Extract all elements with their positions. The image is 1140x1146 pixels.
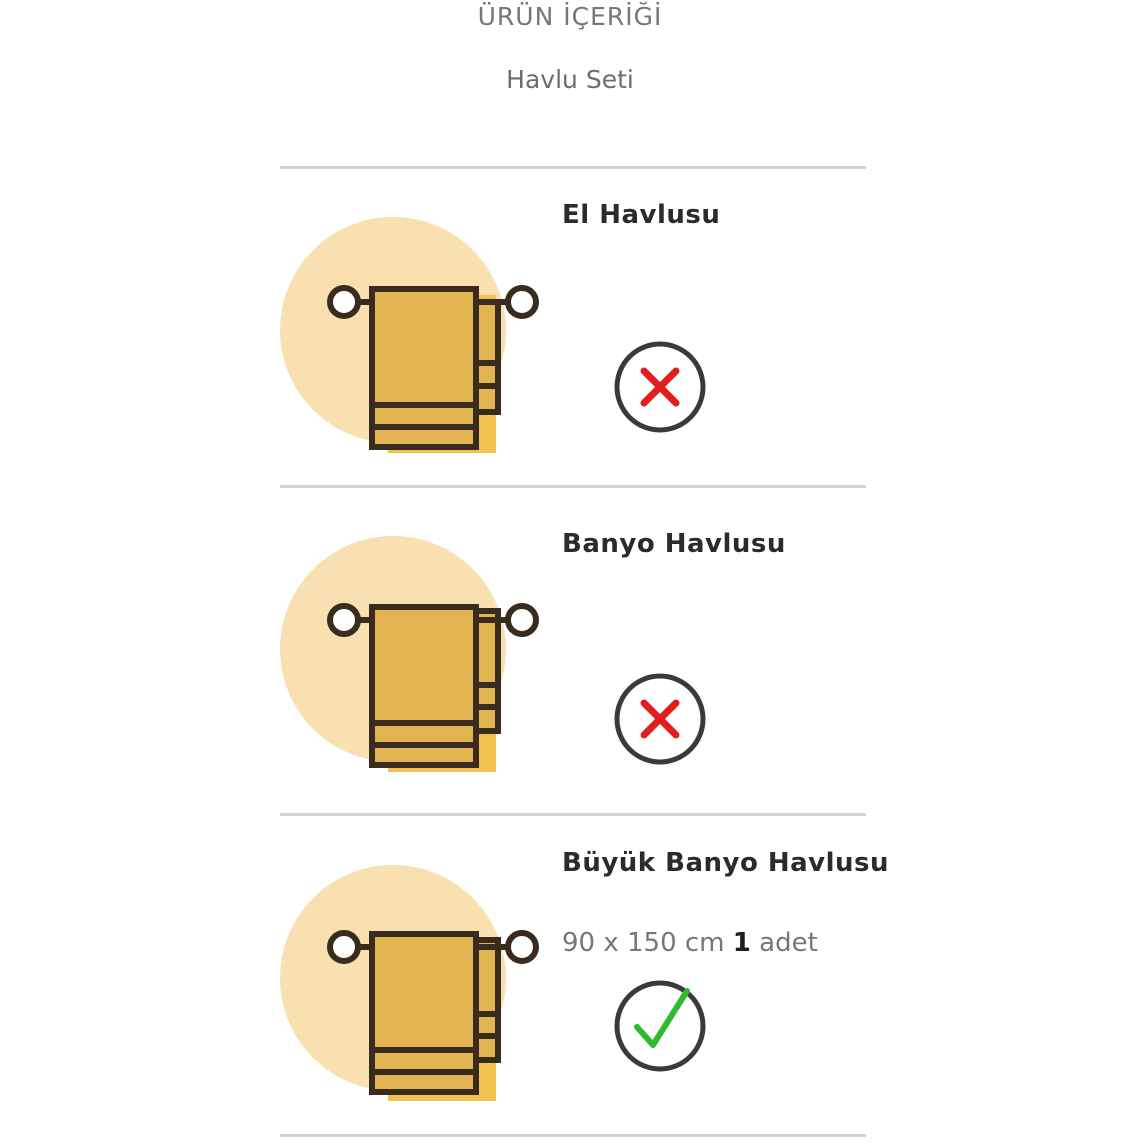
item-el-havlusu (280, 198, 866, 498)
item-quantity: 1 (732, 928, 751, 958)
towel-icon (280, 527, 550, 787)
divider (280, 166, 866, 169)
item-title: El Havlusu (562, 200, 721, 230)
item-banyo-havlusu (280, 527, 866, 827)
item-size-quantity (562, 926, 818, 960)
cross-icon (613, 672, 707, 766)
item-size: 90 x 150 cm (562, 928, 725, 958)
towel-icon (280, 198, 550, 458)
page-title: ÜRÜN İÇERİĞİ (477, 2, 663, 31)
cross-icon (613, 340, 707, 434)
item-buyuk-banyo-havlusu (280, 846, 890, 1146)
towel-icon (280, 846, 550, 1106)
item-title: Banyo Havlusu (562, 529, 786, 559)
divider (280, 813, 866, 816)
divider (280, 1134, 866, 1137)
check-icon (613, 979, 707, 1073)
item-title: Büyük Banyo Havlusu (562, 848, 890, 878)
divider (280, 485, 866, 488)
item-unit: adet (759, 928, 818, 958)
product-set-name: Havlu Seti (506, 65, 634, 94)
